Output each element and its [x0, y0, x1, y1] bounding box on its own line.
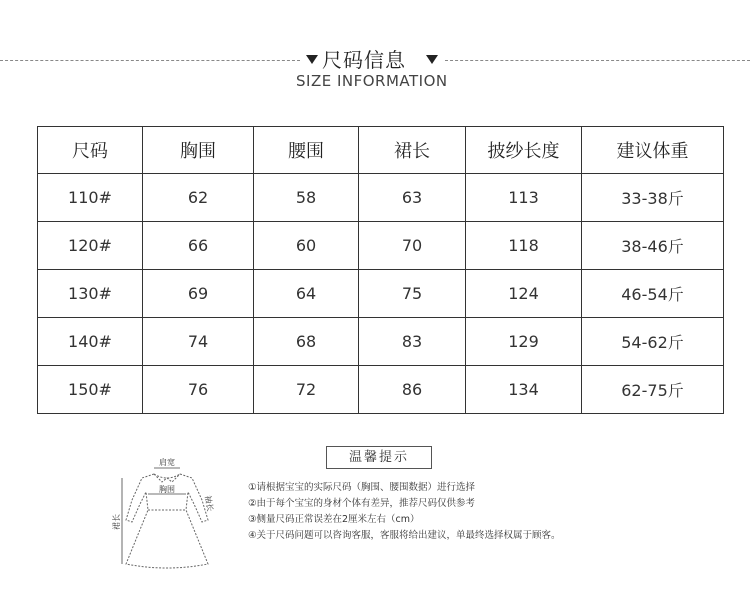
table-cell: 46-54斤 [582, 270, 724, 318]
table-cell: 60 [254, 222, 359, 270]
tip-item: ④关于尺码问题可以咨询客服，客服将给出建议，单最终选择权属于顾客。 [248, 530, 561, 541]
tips-title: 温馨提示 [326, 446, 432, 469]
table-cell: 124 [466, 270, 582, 318]
column-header: 尺码 [38, 127, 143, 174]
table-cell: 130# [38, 270, 143, 318]
header-divider-left [0, 60, 300, 61]
header-divider-right [445, 60, 750, 61]
table-cell: 74 [143, 318, 254, 366]
length-label: 裙长 [112, 514, 121, 530]
table-cell: 62-75斤 [582, 366, 724, 414]
table-cell: 33-38斤 [582, 174, 724, 222]
table-cell: 69 [143, 270, 254, 318]
column-header: 裙长 [359, 127, 466, 174]
table-row [38, 366, 724, 414]
table-cell: 66 [143, 222, 254, 270]
table-cell: 72 [254, 366, 359, 414]
column-header: 披纱长度 [466, 127, 582, 174]
column-header: 建议体重 [582, 127, 724, 174]
dress-measurement-diagram [112, 452, 222, 572]
triangle-down-icon [306, 55, 318, 64]
table-cell: 118 [466, 222, 582, 270]
tip-item: ②由于每个宝宝的身材个体有差异，推荐尺码仅供参考 [248, 498, 476, 509]
table-row [38, 222, 724, 270]
table-cell: 58 [254, 174, 359, 222]
table-cell: 75 [359, 270, 466, 318]
table-cell: 113 [466, 174, 582, 222]
table-cell: 38-46斤 [582, 222, 724, 270]
sleeve-label: 袖长 [203, 494, 215, 513]
table-cell: 62 [143, 174, 254, 222]
table-cell: 134 [466, 366, 582, 414]
table-row [38, 270, 724, 318]
tip-item: ③侧量尺码正常误差在2厘米左右（cm） [248, 514, 420, 525]
table-cell: 54-62斤 [582, 318, 724, 366]
table-cell: 70 [359, 222, 466, 270]
tips-list [248, 480, 561, 544]
column-header: 胸围 [143, 127, 254, 174]
page-subtitle: SIZE INFORMATION [296, 72, 448, 90]
table-cell: 68 [254, 318, 359, 366]
triangle-down-icon [426, 55, 438, 64]
chest-label: 胸围 [159, 485, 175, 494]
table-cell: 64 [254, 270, 359, 318]
size-table [37, 126, 724, 414]
table-row [38, 318, 724, 366]
table-cell: 76 [143, 366, 254, 414]
table-cell: 129 [466, 318, 582, 366]
table-cell: 150# [38, 366, 143, 414]
tip-item: ①请根据宝宝的实际尺码（胸围、腰围数据）进行选择 [248, 482, 476, 493]
table-cell: 110# [38, 174, 143, 222]
shoulder-label: 肩宽 [159, 458, 175, 467]
table-row [38, 174, 724, 222]
table-cell: 63 [359, 174, 466, 222]
column-header: 腰围 [254, 127, 359, 174]
page-title: 尺码信息 [322, 48, 406, 72]
table-cell: 120# [38, 222, 143, 270]
table-header-row [38, 127, 724, 174]
table-cell: 140# [38, 318, 143, 366]
table-cell: 83 [359, 318, 466, 366]
table-cell: 86 [359, 366, 466, 414]
